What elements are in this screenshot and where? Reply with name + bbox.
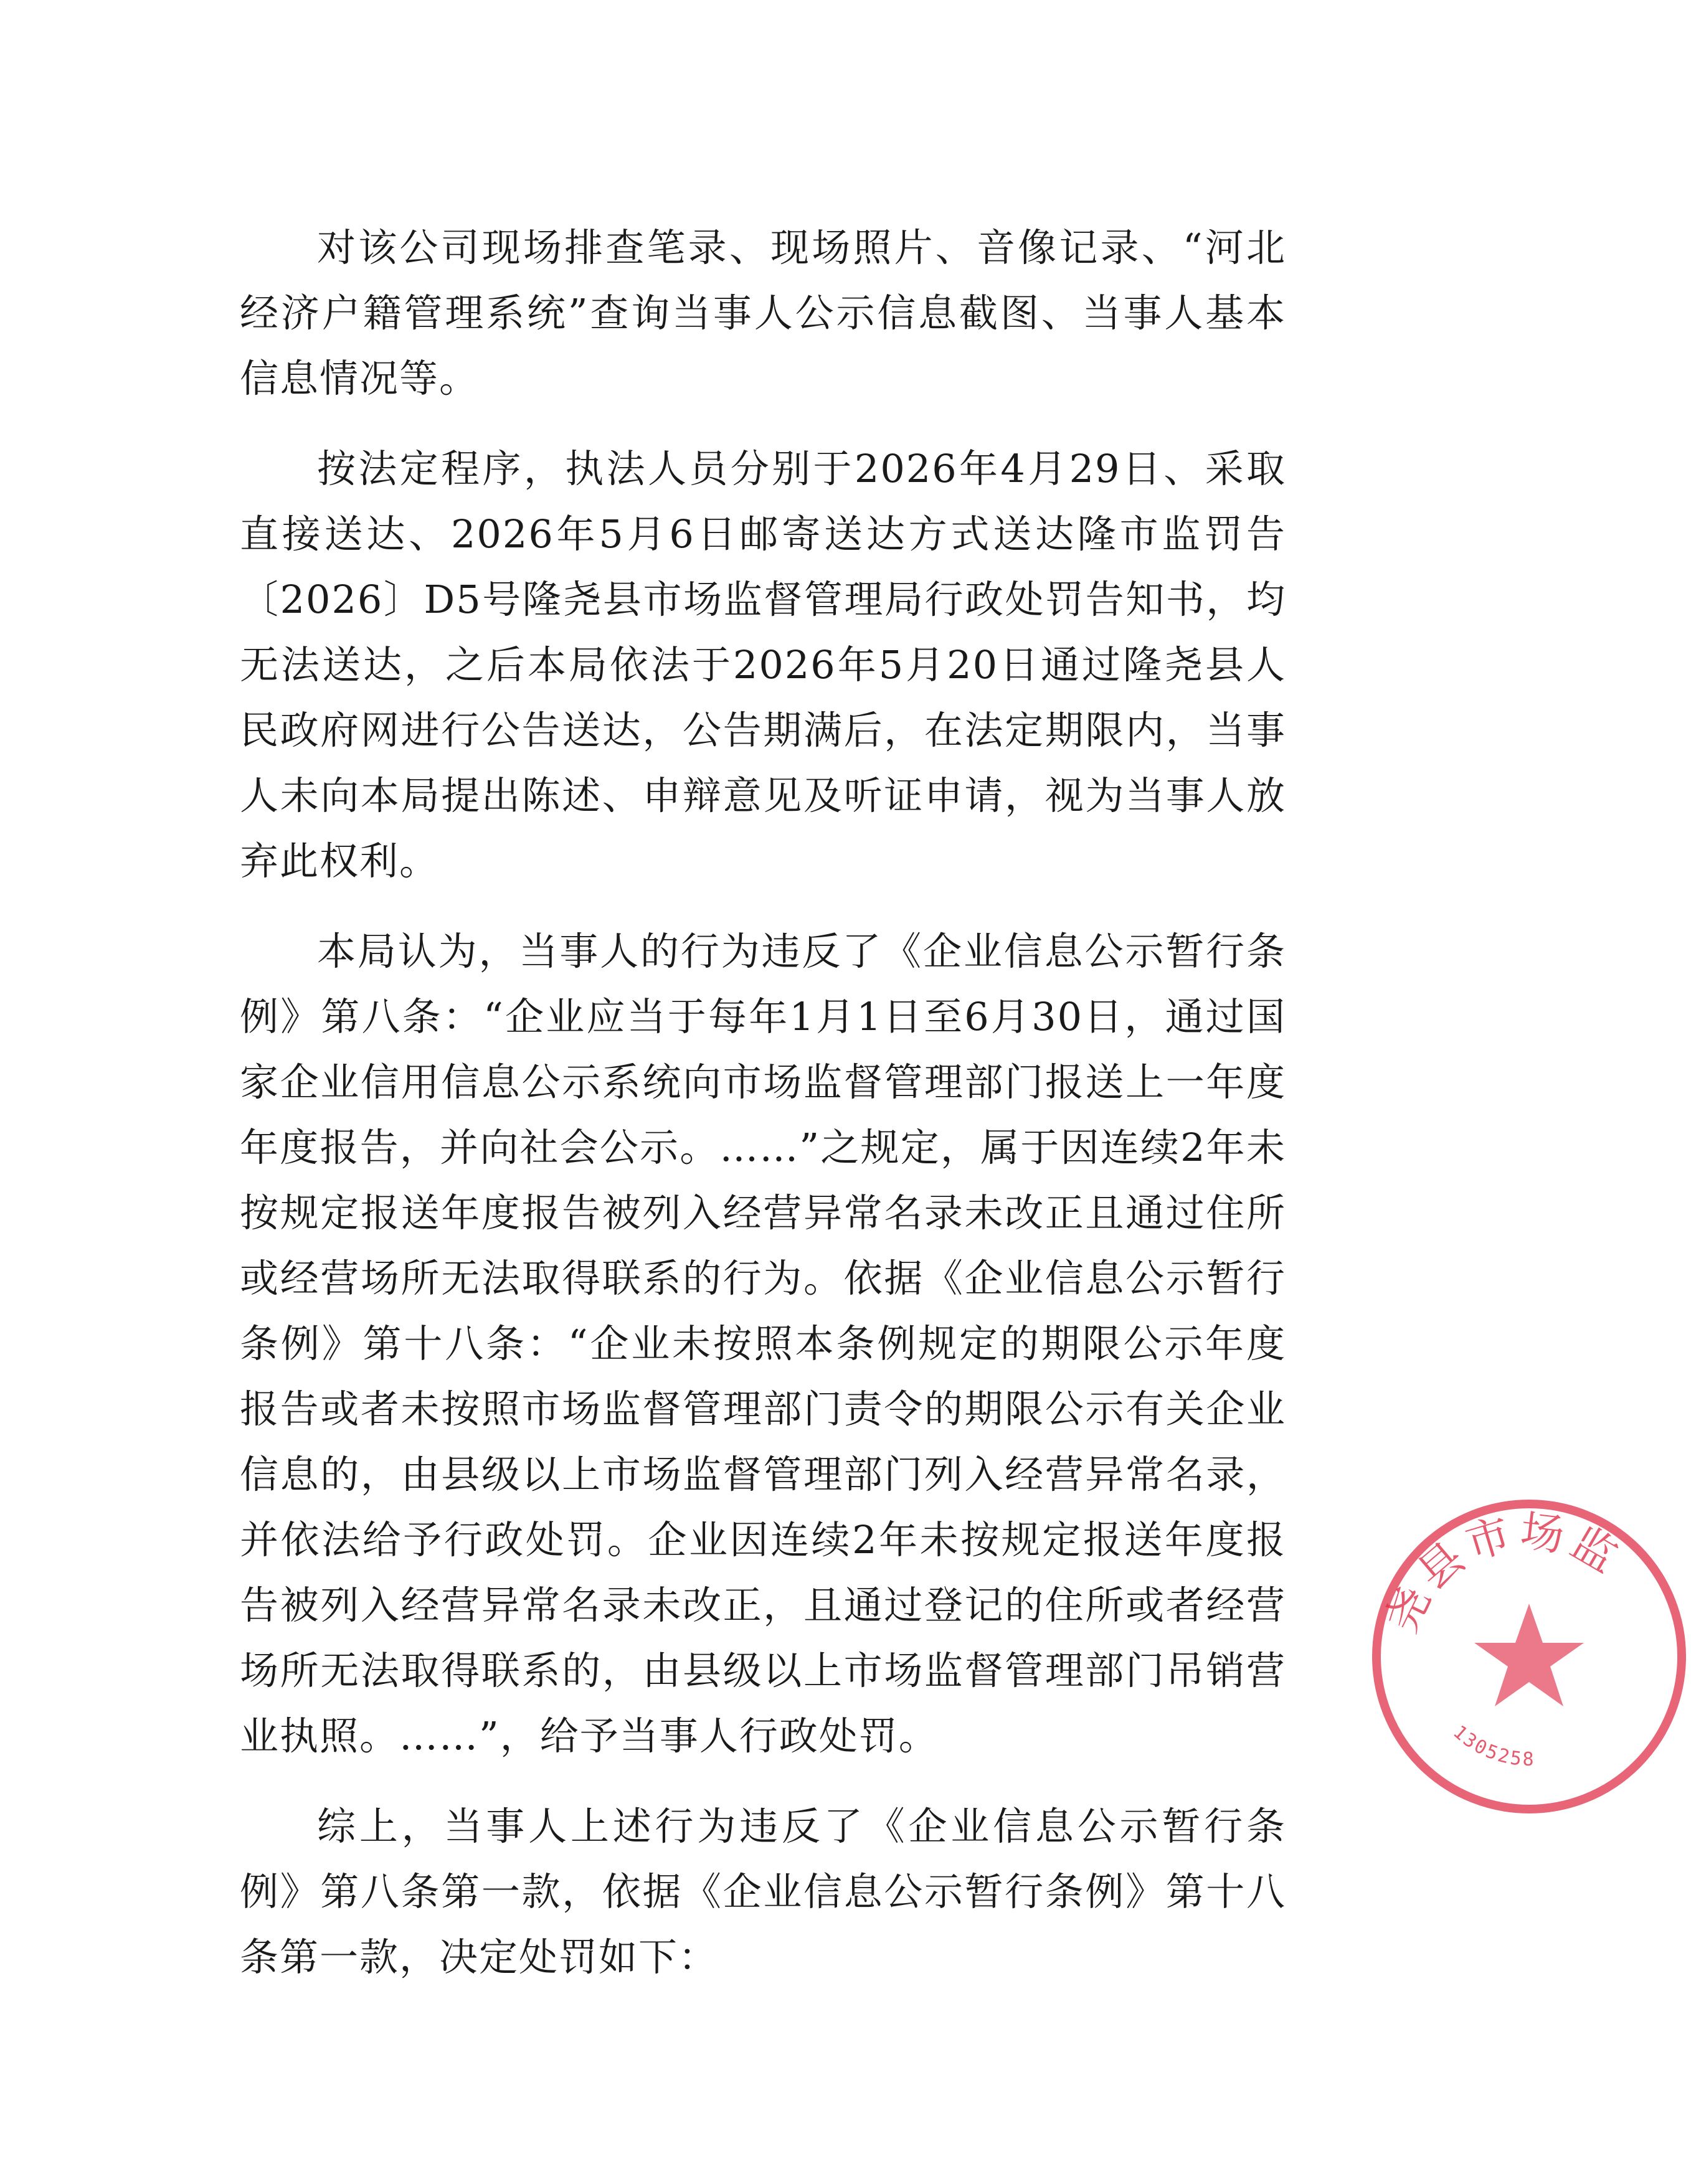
paragraph-evidence: 对该公司现场排查笔录、现场照片、音像记录、“河北经济户籍管理系统”查询当事人公示信息截图、当事人基本信息情况等。 [240, 225, 1286, 401]
star-icon [1474, 1604, 1584, 1706]
paragraph-conclusion: 综上，当事人上述行为违反了《企业信息公示暂行条例》第八条第一款，依据《企业信息公示暂行条例》第十八条第一款，决定处罚如下： [240, 1803, 1286, 1980]
document-body [240, 215, 1286, 2015]
paragraph-legal-basis: 本局认为，当事人的行为违反了《企业信息公示暂行条例》第八条：“企业应当于每年1月1日至6月30日，通过国家企业信用信息公示系统向市场监督管理部门报送上一年度年度报告，并向社会公示。……”之规定，属于因连续2年未按规定报送年度报告被列入经营异常名录未改正且通过住所或经营场所无法取得联系的行为。依据《企业信息公示暂行条例》第十八条：“企业未按照本条例规定的期限公示年度报告或者未按照市场监督管理部门责令的期限公示有关企业信息的，由县级以上市场监督管理部门列入经营异常名录，并依法给予行政处罚。企业因连续2年未按规定报送年度报告被列入经营异常名录未改正，且通过登记的住所或者经营场所无法取得联系的，由县级以上市场监督管理部门吊销营业执照。……”，给予当事人行政处罚。 [240, 929, 1286, 1759]
paragraph-procedure: 按法定程序，执法人员分别于2026年4月29日、采取直接送达、2026年5月6日邮寄送达方式送达隆市监罚告〔2026〕D5号隆尧县市场监督管理局行政处罚告知书，均无法送达，之后本局依法于2026年5月20日通过隆尧县人民政府网进行公告送达，公告期满后，在法定期限内，当事人未向本局提出陈述、申辩意见及听证申请，视为当事人放弃此权利。 [240, 446, 1286, 884]
official-seal [1367, 1495, 1691, 1818]
seal-number: 1305258 [1449, 1721, 1536, 1770]
seal-text: 尧县市场监 [1375, 1505, 1631, 1640]
